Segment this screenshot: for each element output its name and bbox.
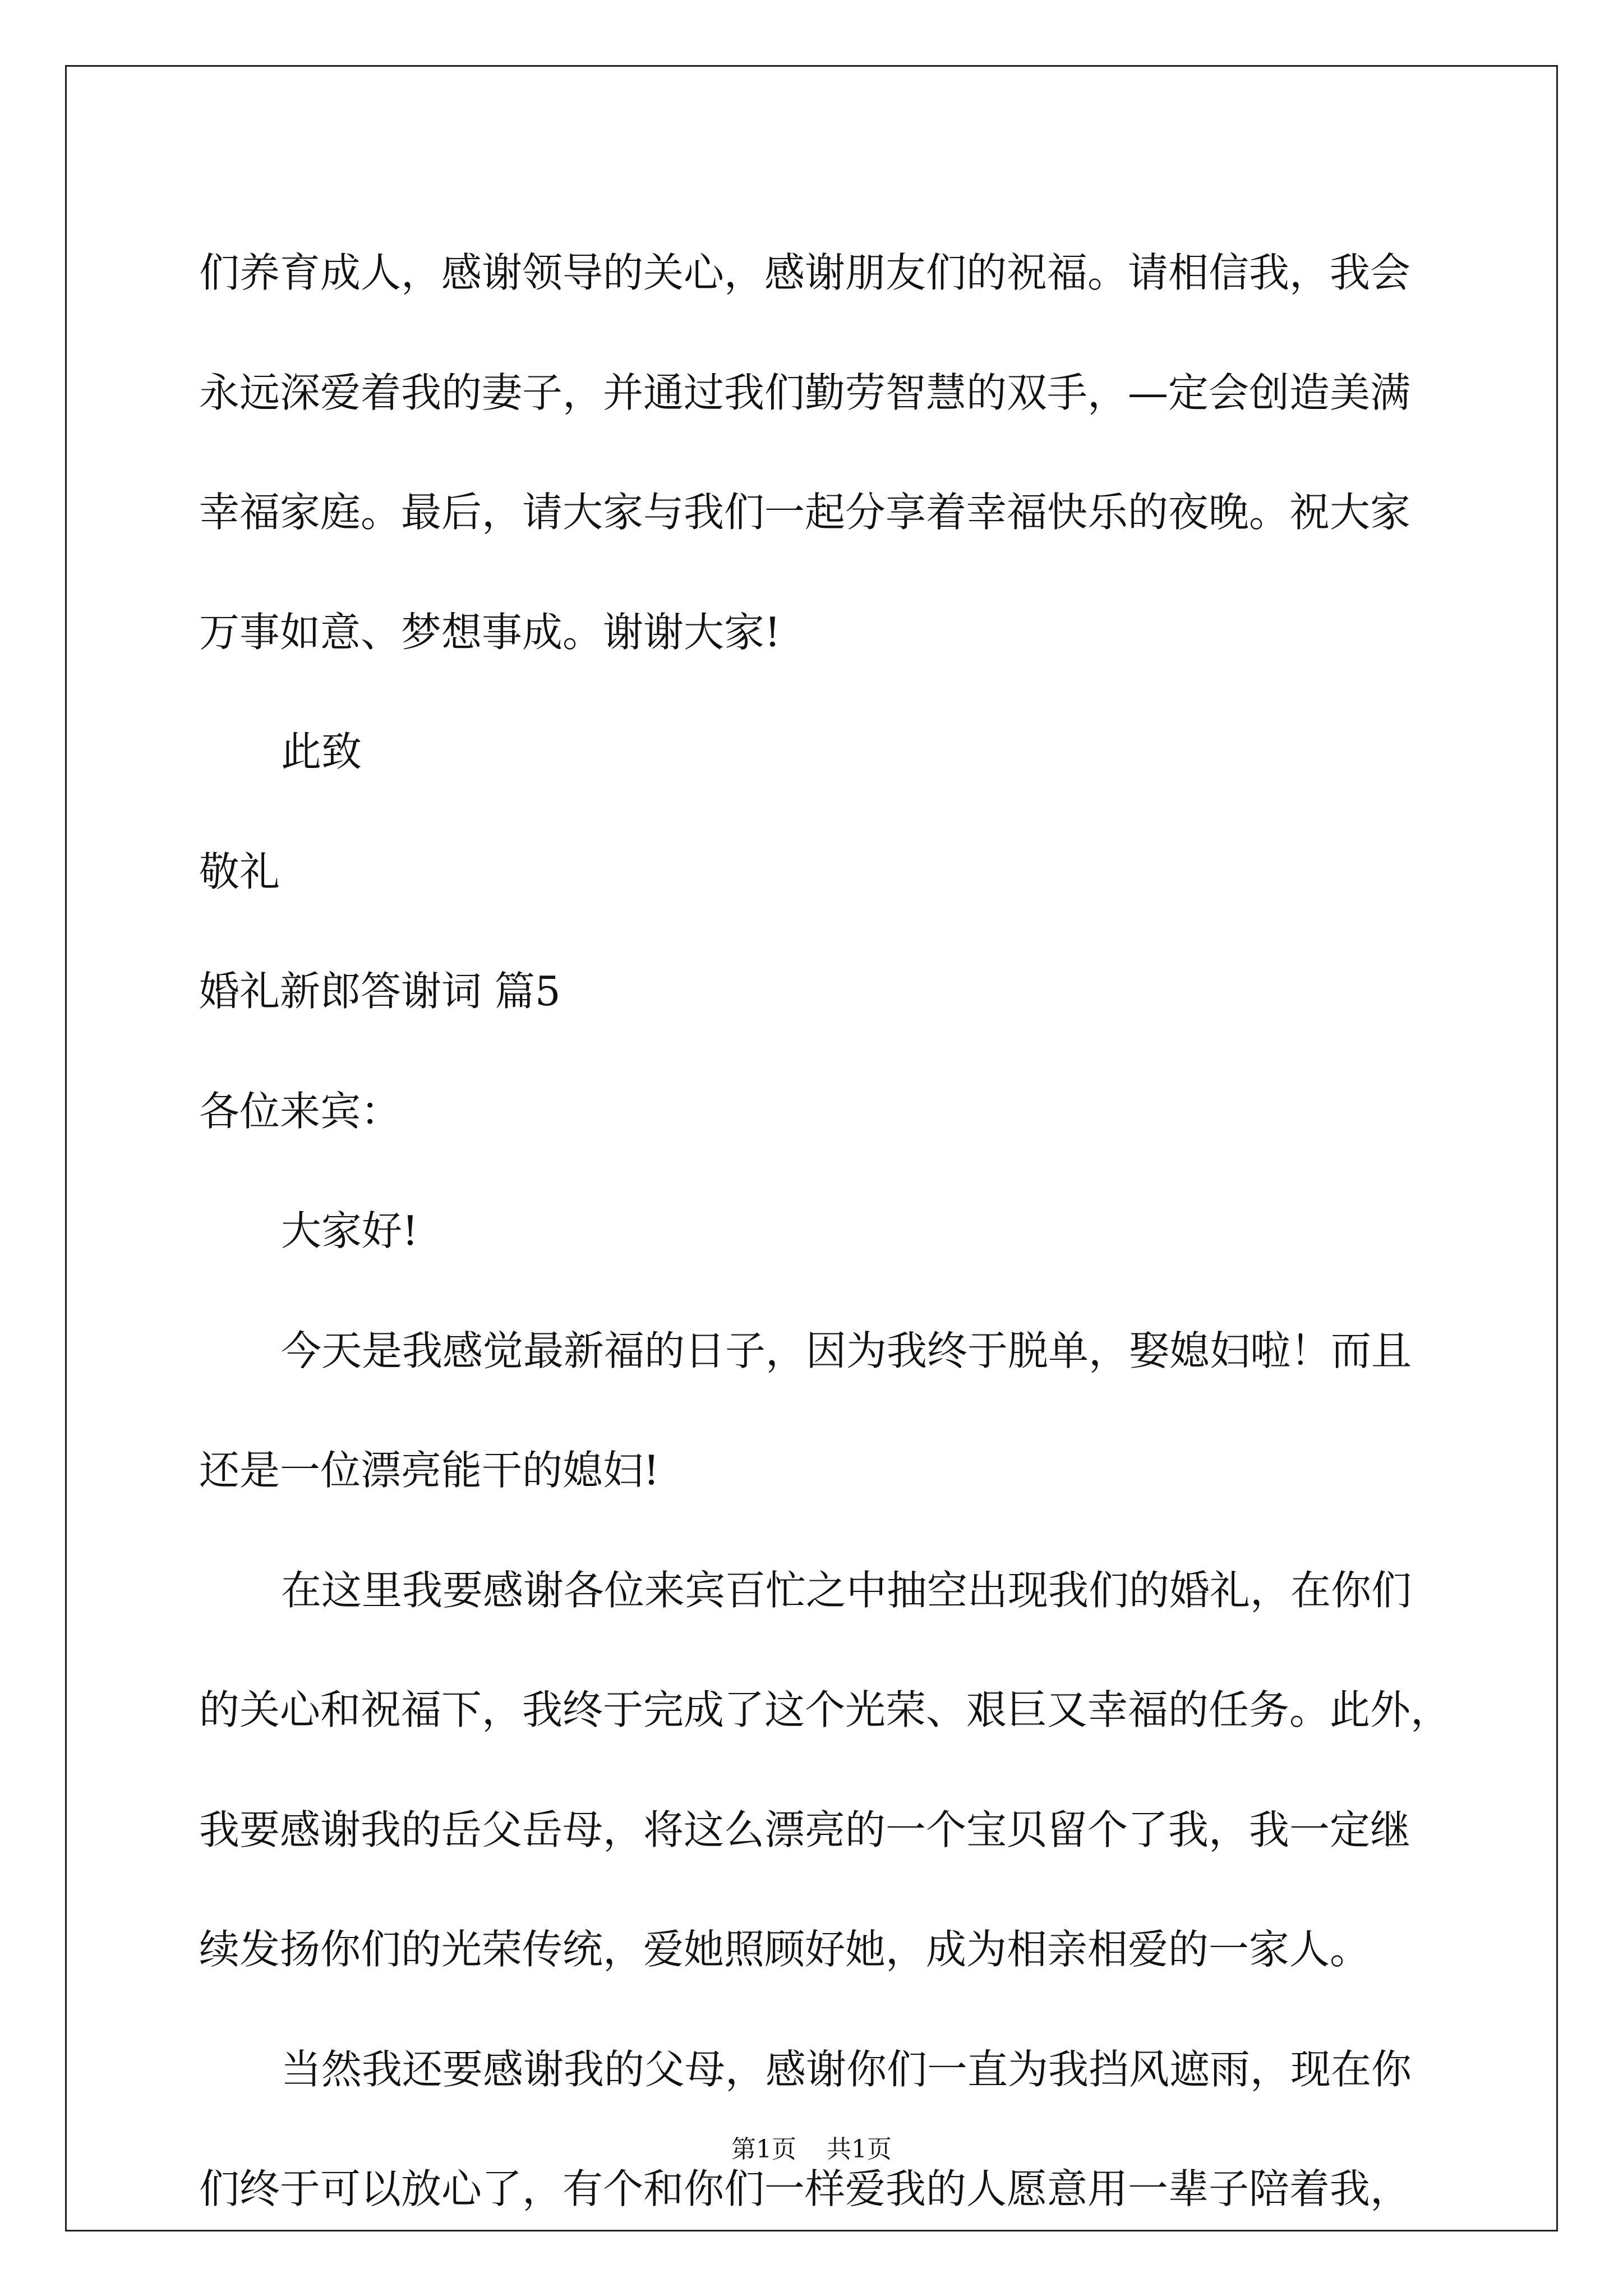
document-body	[199, 213, 1461, 2249]
text-line: 的关心和祝福下，我终于完成了这个光荣、艰巨又幸福的任务。此外，	[199, 1686, 1451, 1733]
text-line: 万事如意、梦想事成。谢谢大家!	[199, 608, 781, 656]
text-line: 还是一位漂亮能干的媳妇!	[199, 1447, 660, 1494]
text-line: 今天是我感觉最新福的日子，因为我终于脱单，娶媳妇啦！而且	[281, 1327, 1412, 1374]
text-line: 在这里我要感谢各位来宾百忙之中抽空出现我们的婚礼，在你们	[281, 1566, 1412, 1614]
page-footer	[0, 2133, 1623, 2166]
closing-salutation: 此致	[281, 728, 362, 775]
greeting-line: 各位来宾：	[199, 1087, 402, 1135]
text-line: 我要感谢我的岳父岳母，将这么漂亮的一个宝贝留个了我，我一定继	[199, 1806, 1411, 1853]
text-line: 们终于可以放心了，有个和你们一样爱我的人愿意用一辈子陪着我，	[199, 2165, 1411, 2212]
section-title: 婚礼新郎答谢词 篇5	[199, 968, 561, 1015]
text-line: 们养育成人，感谢领导的关心，感谢朋友们的祝福。请相信我，我会	[199, 249, 1411, 296]
text-line: 大家好!	[281, 1207, 418, 1254]
text-line: 幸福家庭。最后，请大家与我们一起分享着幸福快乐的夜晚。祝大家	[199, 489, 1411, 536]
page-total: 共1页	[827, 2135, 892, 2164]
text-line: 永远深爱着我的妻子，并通过我们勤劳智慧的双手，—定会创造美满	[199, 369, 1411, 416]
closing-respect: 敬礼	[199, 848, 280, 895]
page-number: 第1页	[731, 2135, 796, 2164]
text-line: 当然我还要感谢我的父母，感谢你们一直为我挡风遮雨，现在你	[281, 2045, 1412, 2093]
text-line: 续发扬你们的光荣传统，爱她照顾好她，成为相亲相爱的一家人。	[199, 1926, 1371, 1973]
